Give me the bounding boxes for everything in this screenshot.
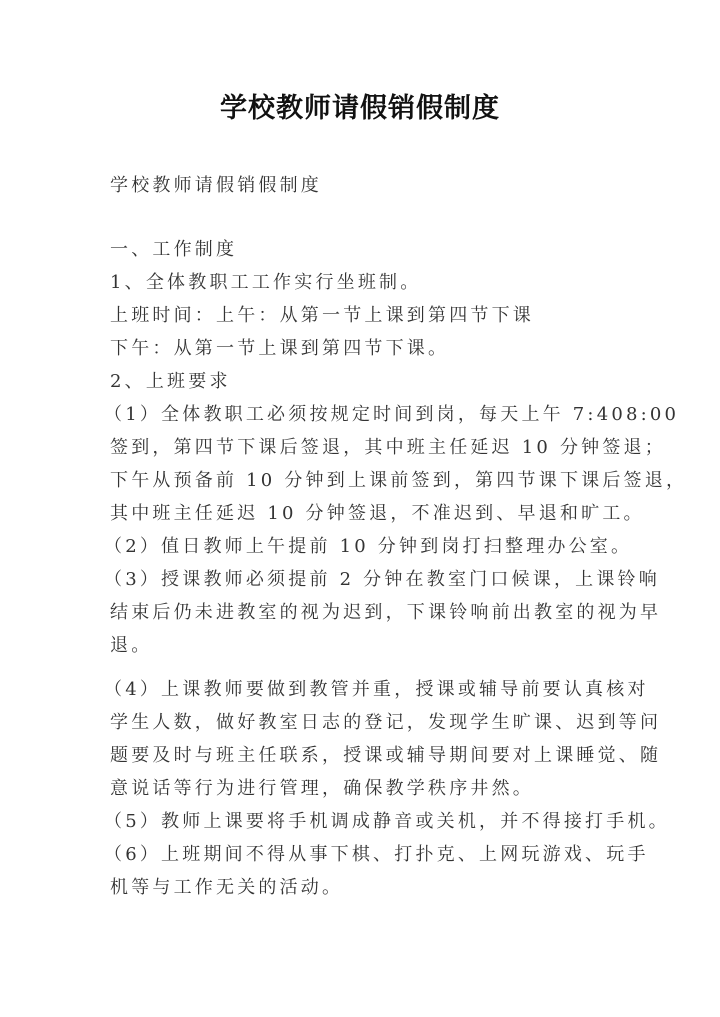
section-heading: 一、工作制度 — [110, 239, 238, 260]
paragraph-line: （6）上班期间不得从事下棋、打扑克、上网玩游戏、玩手 — [104, 844, 649, 865]
paragraph-line: 意说话等行为进行管理，确保教学秩序井然。 — [110, 778, 534, 799]
paragraph-line: （4）上课教师要做到教管并重，授课或辅导前要认真核对 — [104, 679, 649, 700]
paragraph-line: 学生人数，做好教室日志的登记，发现学生旷课、迟到等问 — [110, 712, 662, 733]
paragraph-line: 下午：从第一节上课到第四节下课。 — [110, 338, 450, 359]
paragraph-line: 下午从预备前 10 分钟到上课前签到，第四节课下课后签退， — [110, 470, 688, 491]
paragraph-line: （5）教师上课要将手机调成静音或关机，并不得接打手机。 — [104, 811, 670, 832]
paragraph-line: 题要及时与班主任联系，授课或辅导期间要对上课睡觉、随 — [110, 745, 662, 766]
paragraph-line: 退。 — [110, 635, 153, 656]
paragraph-line: 签到，第四节下课后签退，其中班主任延迟 10 分钟签退； — [110, 437, 666, 458]
subtitle-line: 学校教师请假销假制度 — [110, 175, 322, 196]
paragraph-line: 上班时间：上午：从第一节上课到第四节下课 — [110, 305, 534, 326]
paragraph-line: （2）值日教师上午提前 10 分钟到岗打扫整理办公室。 — [104, 536, 633, 557]
paragraph-line: （1）全体教职工必须按规定时间到岗，每天上午 7:408:00 — [104, 404, 680, 425]
paragraph-line: （3）授课教师必须提前 2 分钟在教室门口候课，上课铃响 — [104, 569, 660, 590]
paragraph-line: 2、上班要求 — [110, 371, 231, 392]
document-title: 学校教师请假销假制度 — [220, 93, 500, 124]
paragraph-line: 1、全体教职工工作实行坐班制。 — [110, 272, 422, 293]
paragraph-line: 机等与工作无关的活动。 — [110, 877, 344, 898]
paragraph-line: 结束后仍未进教室的视为迟到，下课铃响前出教室的视为早 — [110, 602, 662, 623]
paragraph-line: 其中班主任延迟 10 分钟签退，不准迟到、早退和旷工。 — [110, 503, 645, 524]
